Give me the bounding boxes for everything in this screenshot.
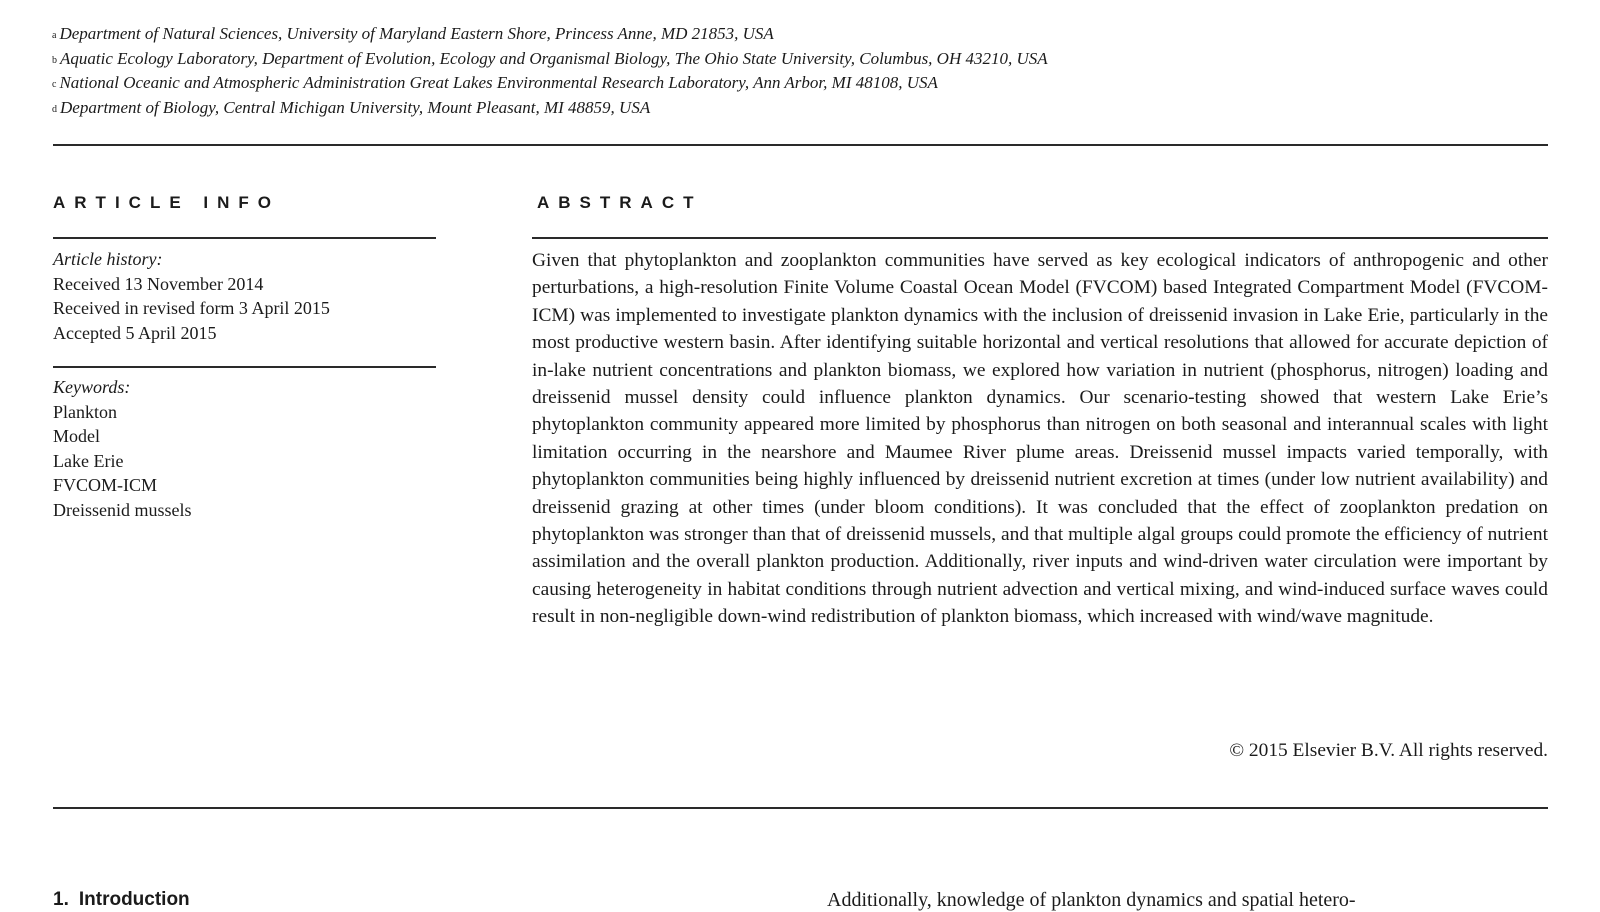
affiliation-mark: d	[52, 103, 57, 115]
abstract-text: Given that phytoplankton and zooplankton communities have served as key ecological indicators of anthropogenic and other perturbations, a high-resolution Finite Volume Coastal Ocean Model (FVCOM) based Integrated Compartment Model (FVCOM-ICM) was implemented to investigate plankton dynamics with the inclusion of dreissenid invasion in Lake Erie, particularly in the most productive western basin. After identifying suitable horizontal and vertical resolutions that allowed for accurate depiction of in-lake nutrient concentrations and plankton biomass, we explored how variation in nutrient (phosphorus, nitrogen) loading and dreissenid mussel density could influence plankton dynamics. Our scenario-testing showed that western Lake Erie’s phytoplankton community appeared more limited by phosphorus than nitrogen on both seasonal and interannual scales with light limitation occurring in the nearshore and Maumee River plume areas. Dreissenid mussel impacts varied temporally, with phytoplankton communities being highly influenced by dreissenid nutrient excretion at times (under low nutrient availability) and dreissenid grazing at other times (under bloom conditions). It was concluded that the effect of zooplankton predation on phytoplankton was stronger than that of dreissenid mussels, and that multiple algal groups could promote the efficiency of nutrient assimilation and the overall plankton production. Additionally, river inputs and wind-driven water circulation were important by causing heterogeneity in habitat conditions through nutrient advection and vertical mixing, and wind-induced surface waves could result in non-negligible down-wind redistribution of plankton biomass, which increased with wind/wave magnitude.	[532, 250, 1548, 628]
section-title: Introduction	[78, 889, 190, 910]
copyright-notice: © 2015 Elsevier B.V. All rights reserved.	[1229, 740, 1548, 761]
abstract-heading: ABSTRACT	[537, 193, 703, 212]
affiliation-mark: a	[52, 30, 57, 41]
keyword-item: Lake Erie	[53, 450, 124, 471]
keywords-divider	[53, 366, 436, 368]
affiliation-mark: c	[52, 79, 57, 90]
keywords-label: Keywords:	[53, 377, 131, 397]
affiliation-mark: b	[52, 54, 57, 66]
affiliation-a	[52, 22, 1048, 47]
keyword-item: Dreissenid mussels	[53, 499, 192, 520]
keywords-block	[53, 375, 192, 522]
affiliation-text: Department of Natural Sciences, University of Maryland Eastern Shore, Princess Anne, MD 21853, USA	[59, 24, 774, 43]
affiliation-text: Aquatic Ecology Laboratory, Department of Evolution, Ecology and Organismal Biology, The Ohio State University, Columbus, OH 43210, USA	[60, 48, 1048, 68]
article-history	[53, 247, 330, 345]
abstract-bottom-divider	[53, 807, 1548, 809]
affiliation-text: National Oceanic and Atmospheric Administration Great Lakes Environmental Research Laboratory, Ann Arbor, MI 48108, USA	[59, 73, 938, 92]
introduction-heading	[53, 889, 190, 911]
affiliation-text: Department of Biology, Central Michigan University, Mount Pleasant, MI 48859, USA	[60, 97, 651, 117]
article-info-divider	[53, 237, 436, 239]
affiliation-d	[52, 96, 1048, 121]
section-number: 1.	[53, 889, 69, 910]
header-divider	[53, 144, 1548, 146]
affiliations-list	[52, 22, 1048, 120]
affiliation-b	[52, 47, 1048, 72]
keyword-item: Model	[53, 426, 100, 446]
revised-date: Received in revised form 3 April 2015	[53, 298, 330, 318]
received-date: Received 13 November 2014	[53, 273, 264, 294]
history-label: Article history:	[53, 249, 163, 269]
article-info-heading: ARTICLE INFO	[53, 193, 280, 212]
keyword-item: FVCOM-ICM	[53, 475, 158, 495]
body-text-right-column: Additionally, knowledge of plankton dynamics and spatial hetero-	[827, 889, 1356, 911]
abstract-divider	[532, 237, 1548, 239]
affiliation-c	[52, 71, 1048, 96]
accepted-date: Accepted 5 April 2015	[53, 322, 217, 343]
keyword-item: Plankton	[53, 401, 118, 422]
